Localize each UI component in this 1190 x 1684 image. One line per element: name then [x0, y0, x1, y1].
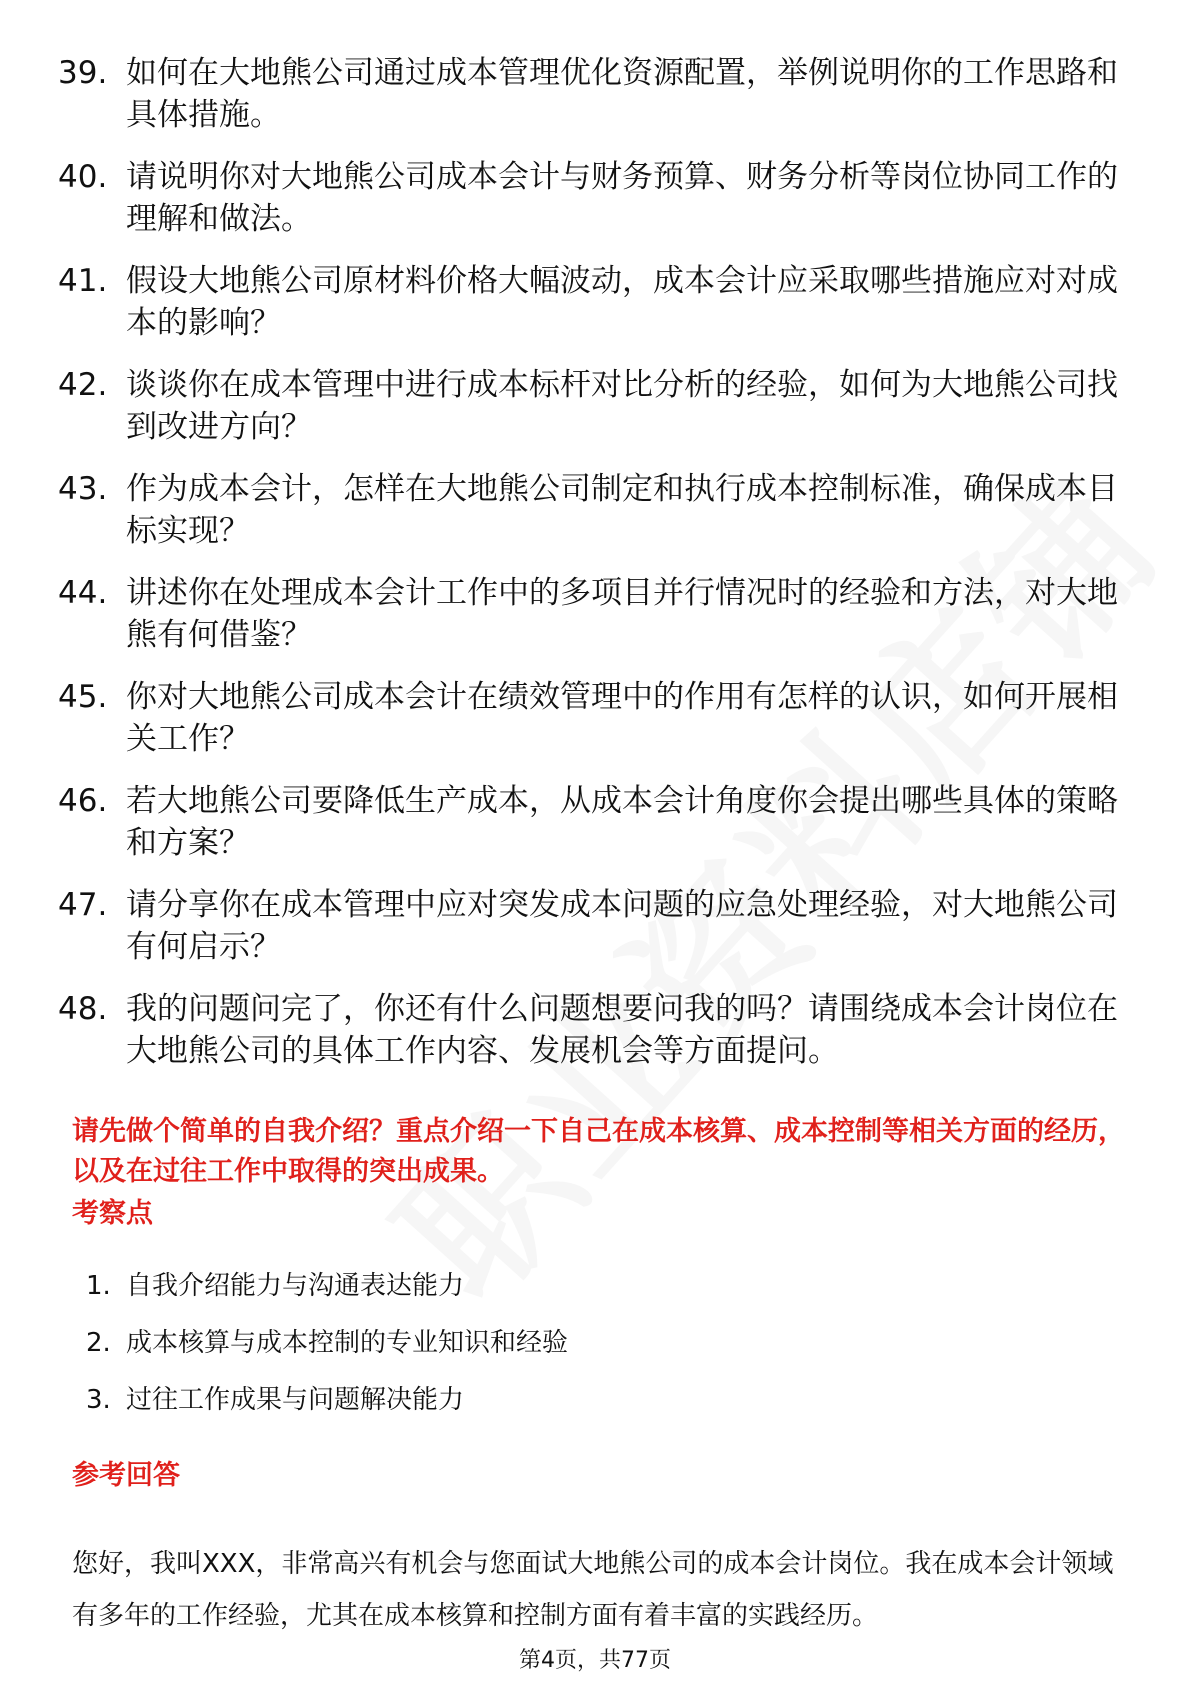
assessment-text: 成本核算与成本控制的专业知识和经验	[126, 1328, 569, 1358]
assessment-item	[86, 1268, 986, 1304]
question-item	[58, 780, 1138, 864]
question-text: 如何在大地熊公司通过成本管理优化资源配置，举例说明你的工作思路和具体措施。	[126, 55, 1118, 133]
question-text: 你对大地熊公司成本会计在绩效管理中的作用有怎样的认识，如何开展相关工作？	[126, 679, 1118, 757]
question-text: 若大地熊公司要降低生产成本，从成本会计角度你会提出哪些具体的策略和方案？	[126, 783, 1118, 861]
assessment-item	[86, 1382, 986, 1418]
assessment-text: 过往工作成果与问题解决能力	[126, 1385, 465, 1415]
reference-title: 参考回答	[72, 1460, 180, 1491]
question-number: 43.	[58, 471, 108, 507]
question-text: 作为成本会计，怎样在大地熊公司制定和执行成本控制标准，确保成本目标实现？	[126, 471, 1118, 549]
assessment-list	[86, 1268, 986, 1439]
question-number: 47.	[58, 887, 108, 923]
question-text: 请说明你对大地熊公司成本会计与财务预算、财务分析等岗位协同工作的理解和做法。	[126, 159, 1118, 237]
question-number: 39.	[58, 55, 108, 91]
question-number: 40.	[58, 159, 108, 195]
assessment-item	[86, 1325, 986, 1361]
assessment-number: 2.	[86, 1328, 111, 1358]
question-item	[58, 572, 1138, 656]
question-item	[58, 364, 1138, 448]
question-text: 请分享你在成本管理中应对突发成本问题的应急处理经验，对大地熊公司有何启示？	[126, 887, 1118, 965]
question-number: 48.	[58, 991, 108, 1027]
question-text: 假设大地熊公司原材料价格大幅波动，成本会计应采取哪些措施应对对成本的影响？	[126, 263, 1118, 341]
question-item	[58, 676, 1138, 760]
question-text: 我的问题问完了，你还有什么问题想要问我的吗？请围绕成本会计岗位在大地熊公司的具体工作内容、发展机会等方面提问。	[126, 991, 1118, 1069]
question-item	[58, 988, 1138, 1072]
assessment-title: 考察点	[72, 1198, 153, 1229]
question-number: 46.	[58, 783, 108, 819]
question-text: 谈谈你在成本管理中进行成本标杆对比分析的经验，如何为大地熊公司找到改进方向？	[126, 367, 1118, 445]
highlight-question: 请先做个简单的自我介绍？重点介绍一下自己在成本核算、成本控制等相关方面的经历，以及在过往工作中取得的突出成果。	[72, 1116, 1125, 1187]
page-footer: 第4页，共77页	[519, 1648, 671, 1673]
question-item	[58, 156, 1138, 240]
assessment-number: 1.	[86, 1271, 111, 1301]
question-number: 42.	[58, 367, 108, 403]
question-text: 讲述你在处理成本会计工作中的多项目并行情况时的经验和方法，对大地熊有何借鉴？	[126, 575, 1118, 653]
question-number: 41.	[58, 263, 108, 299]
question-item	[58, 468, 1138, 552]
reference-answer: 您好，我叫XXX，非常高兴有机会与您面试大地熊公司的成本会计岗位。我在成本会计领域有多年的工作经验，尤其在成本核算和控制方面有着丰富的实践经历。	[72, 1549, 1114, 1631]
question-number: 45.	[58, 679, 108, 715]
question-number: 44.	[58, 575, 108, 611]
assessment-number: 3.	[86, 1385, 111, 1415]
question-item	[58, 52, 1138, 136]
question-list	[58, 52, 1138, 1092]
question-item	[58, 260, 1138, 344]
question-item	[58, 884, 1138, 968]
assessment-text: 自我介绍能力与沟通表达能力	[126, 1271, 465, 1301]
